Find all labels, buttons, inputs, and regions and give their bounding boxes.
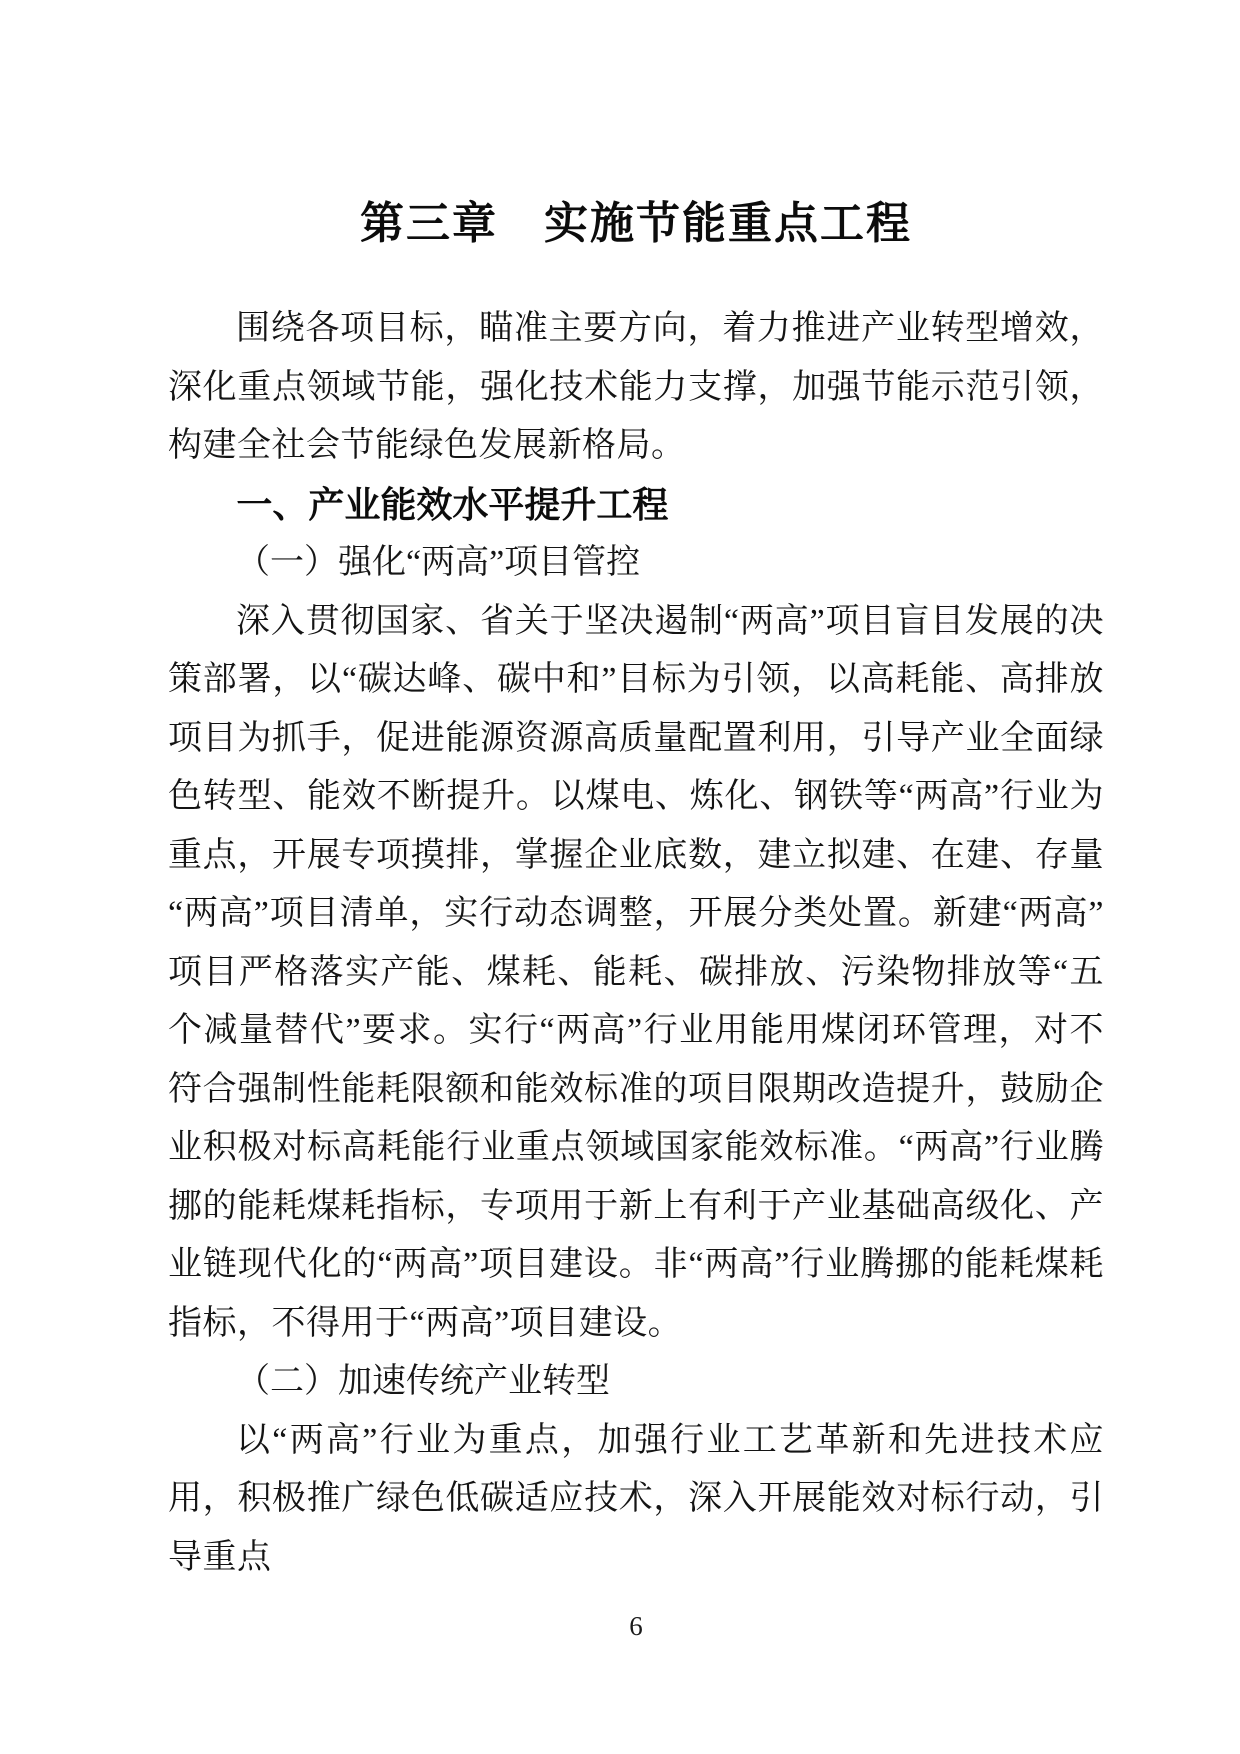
chapter-title: 第三章 实施节能重点工程 <box>360 199 912 248</box>
page-content <box>168 0 1104 1587</box>
traditional-industry-paragraph: 以“两高”行业为重点，加强行业工艺革新和先进技术应用，积极推广绿色低碳适应技术，深入开展能效对标行动，引导重点 <box>168 1421 1104 1576</box>
intro-paragraph: 围绕各项目标，瞄准主要方向，着力推进产业转型增效，深化重点领域节能，强化技术能力支撑，加强节能示范引领，构建全社会节能绿色发展新格局。 <box>168 310 1104 464</box>
subsection-heading-two-high-control: （一）强化“两高”项目管控 <box>236 544 641 581</box>
two-high-control-paragraph: 深入贯彻国家、省关于坚决遏制“两高”项目盲目发展的决策部署，以“碳达峰、碳中和”目标为引领，以高耗能、高排放项目为抓手，促进能源资源高质量配置利用，引导产业全面绿色转型、能效不断提升。以煤电、炼化、钢铁等“两高”行业为重点，开展专项摸排，掌握企业底数，建立拟建、在建、存量“两高”项目清单，实行动态调整，开展分类处置。新建“两高”项目严格落实产能、煤耗、能耗、碳排放、污染物排放等“五个减量替代”要求。实行“两高”行业用能用煤闭环管理，对不符合强制性能耗限额和能效标准的项目限期改造提升，鼓励企业积极对标高耗能行业重点领域国家能效标准。“两高”行业腾挪的能耗煤耗指标，专项用于新上有利于产业基础高级化、产业链现代化的“两高”项目建设。非“两高”行业腾挪的能耗煤耗指标，不得用于“两高”项目建设。 <box>168 602 1104 1342</box>
subsection-heading-traditional-industry-transform: （二）加速传统产业转型 <box>236 1363 610 1400</box>
page-number: 6 <box>629 1611 643 1641</box>
section-heading-industry-efficiency: 一、产业能效水平提升工程 <box>236 483 669 525</box>
